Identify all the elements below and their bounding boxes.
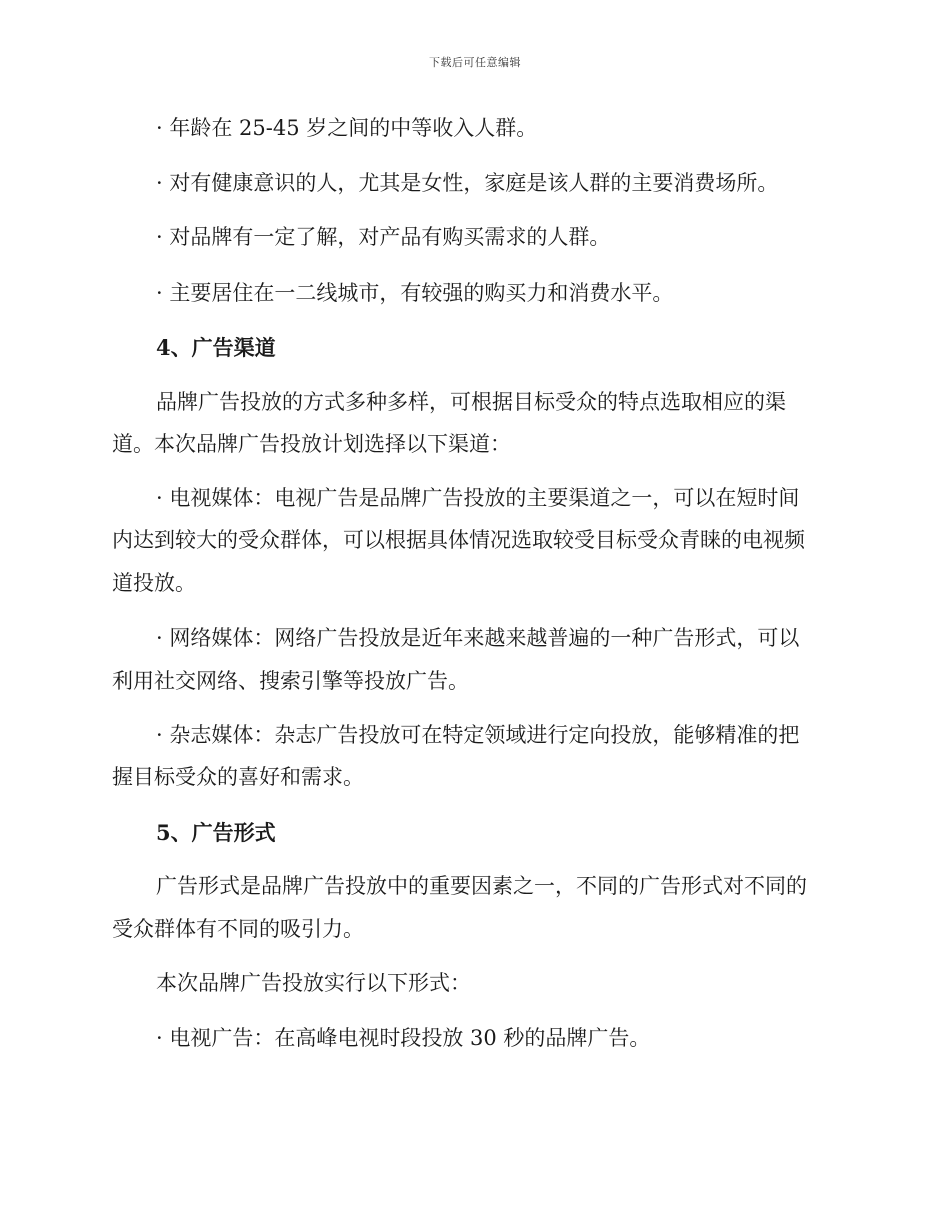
- magazine-media-line-2: 握目标受众的喜好和需求。: [112, 765, 364, 789]
- forms-intro-line-1: 广告形式是品牌广告投放中的重要因素之一，不同的广告形式对不同的: [156, 874, 807, 898]
- bullet-age: · 年龄在 25-45 岁之间的中等收入人群。: [156, 116, 538, 140]
- bullet-city: · 主要居住在一二线城市，有较强的购买力和消费水平。: [156, 281, 674, 305]
- bullet-brand: · 对品牌有一定了解，对产品有购买需求的人群。: [156, 225, 611, 249]
- section-heading-forms: 5、广告形式: [156, 820, 276, 845]
- channels-intro-line-1: 品牌广告投放的方式多种多样，可根据目标受众的特点选取相应的渠: [156, 390, 786, 414]
- net-media-line-1: · 网络媒体：网络广告投放是近年来越来越普遍的一种广告形式，可以: [156, 626, 800, 650]
- tv-ad-bullet: · 电视广告：在高峰电视时段投放 30 秒的品牌广告。: [156, 1026, 651, 1050]
- section-heading-channels: 4、广告渠道: [156, 335, 276, 360]
- forms-intro-line-2: 受众群体有不同的吸引力。: [112, 917, 364, 941]
- bullet-health: · 对有健康意识的人，尤其是女性，家庭是该人群的主要消费场所。: [156, 171, 779, 195]
- tv-media-line-1: · 电视媒体：电视广告是品牌广告投放的主要渠道之一，可以在短时间: [156, 486, 800, 510]
- tv-media-line-2: 内达到较大的受众群体，可以根据具体情况选取较受目标受众青睐的电视频: [112, 528, 805, 552]
- channels-intro-line-2: 道。本次品牌广告投放计划选择以下渠道：: [112, 432, 511, 456]
- tv-media-line-3: 道投放。: [112, 571, 196, 595]
- magazine-media-line-1: · 杂志媒体：杂志广告投放可在特定领域进行定向投放，能够精准的把: [156, 723, 800, 747]
- page-header: 下载后可任意编辑: [429, 56, 521, 69]
- net-media-line-2: 利用社交网络、搜索引擎等投放广告。: [112, 669, 469, 693]
- forms-intro-line-3: 本次品牌广告投放实行以下形式：: [156, 971, 471, 995]
